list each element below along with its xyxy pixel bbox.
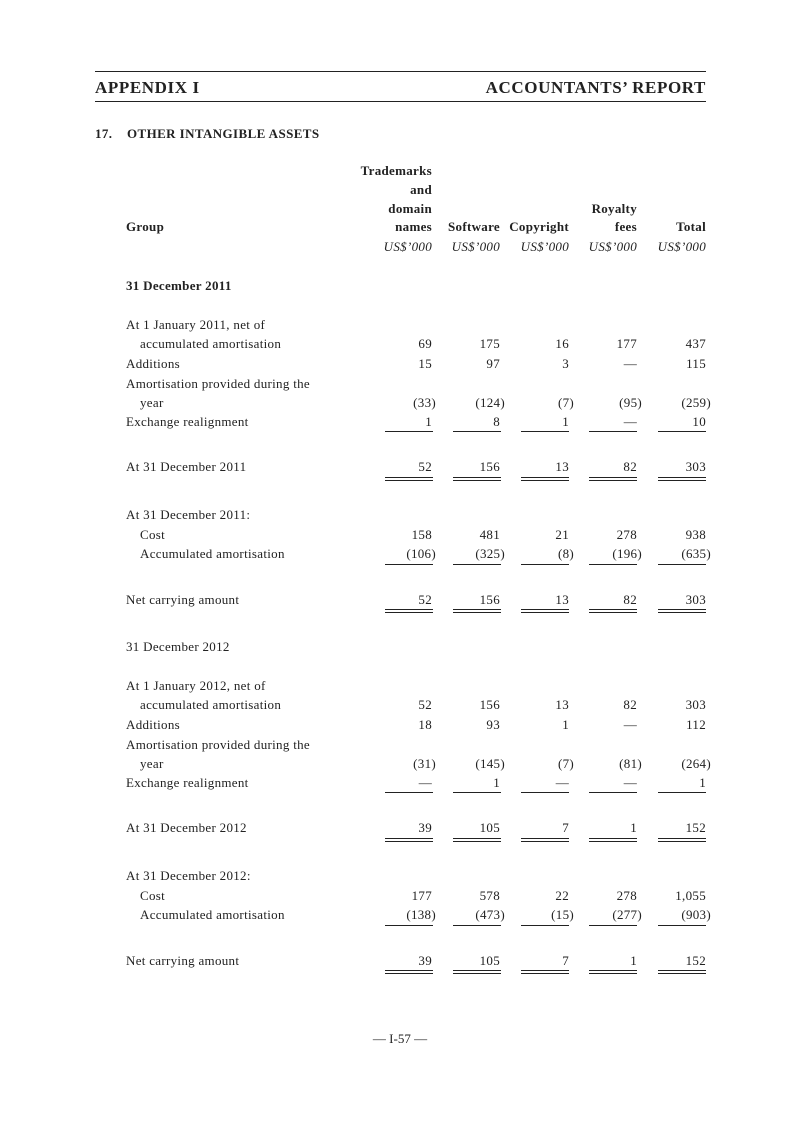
cell-value: (7) (557, 395, 574, 410)
subtotal-rule (658, 431, 706, 432)
cell-value: 303 (685, 459, 706, 474)
cell-value: — (623, 717, 637, 732)
cell-value: 82 (623, 592, 637, 607)
cell-value: 115 (686, 356, 706, 371)
total-double-rule (385, 838, 433, 842)
row-label: Accumulated amortisation (140, 546, 285, 561)
cell-value: (277) (612, 907, 642, 922)
cell-value: (473) (475, 907, 505, 922)
row-label: Cost (140, 527, 166, 542)
cell-value: 152 (685, 820, 706, 835)
cell-value: (903) (681, 907, 711, 922)
total-double-rule (385, 970, 433, 974)
row-label: Net carrying amount (126, 592, 240, 607)
cell-value: 52 (418, 459, 432, 474)
at-date-label: At 31 December 2012: (126, 868, 251, 883)
cell-value: 16 (555, 336, 569, 351)
subtotal-rule (385, 792, 433, 793)
subtotal-rule (658, 925, 706, 926)
cell-value: (31) (413, 756, 436, 771)
row-label: Exchange realignment (126, 775, 249, 790)
cell-value: (7) (557, 756, 574, 771)
cell-value: (259) (681, 395, 711, 410)
row-label: At 31 December 2011 (126, 459, 247, 474)
row-label: accumulated amortisation (140, 697, 282, 712)
cell-value: — (418, 775, 432, 790)
row-label: Cost (140, 888, 166, 903)
row-label: year (140, 756, 164, 771)
cell-value: 39 (418, 820, 432, 835)
cell-value: (264) (681, 756, 711, 771)
cell-value: 52 (418, 697, 432, 712)
cell-value: 156 (479, 592, 500, 607)
cell-value: — (623, 356, 637, 371)
subtotal-rule (453, 431, 501, 432)
cell-value: 1 (493, 775, 500, 790)
cell-value: 303 (685, 592, 706, 607)
unit-label: US$’000 (520, 239, 569, 254)
group-label: Group (126, 219, 165, 234)
total-double-rule (385, 477, 433, 481)
col-software: Software (448, 219, 500, 234)
total-double-rule (589, 970, 637, 974)
row-label: accumulated amortisation (140, 336, 282, 351)
unit-label: US$’000 (657, 239, 706, 254)
cell-value: 13 (555, 592, 569, 607)
cell-value: 15 (418, 356, 432, 371)
total-double-rule (589, 477, 637, 481)
cell-value: 3 (562, 356, 569, 371)
cell-value: (33) (413, 395, 436, 410)
cell-value: 97 (486, 356, 500, 371)
total-double-rule (453, 970, 501, 974)
cell-value: (8) (557, 546, 574, 561)
row-label: Net carrying amount (126, 953, 240, 968)
cell-value: 7 (562, 820, 569, 835)
total-double-rule (658, 970, 706, 974)
subtotal-rule (589, 925, 637, 926)
cell-value: 1 (630, 820, 637, 835)
cell-value: 938 (685, 527, 706, 542)
appendix-heading: APPENDIX I (95, 78, 200, 97)
row-label: Amortisation provided during the (126, 737, 310, 752)
subtotal-rule (658, 564, 706, 565)
subtotal-rule (385, 431, 433, 432)
unit-label: US$’000 (383, 239, 432, 254)
cell-value: 1 (630, 953, 637, 968)
row-label: Amortisation provided during the (126, 376, 310, 391)
total-double-rule (521, 477, 569, 481)
total-double-rule (453, 838, 501, 842)
cell-value: (138) (406, 907, 436, 922)
row-label: Additions (126, 717, 180, 732)
cell-value: 152 (685, 953, 706, 968)
total-double-rule (385, 609, 433, 613)
cell-value: 158 (411, 527, 432, 542)
cell-value: 1 (562, 414, 569, 429)
section-title (95, 126, 319, 142)
total-double-rule (658, 609, 706, 613)
subtotal-rule (385, 925, 433, 926)
header-bottom-rule (95, 101, 706, 102)
cell-value: (124) (475, 395, 505, 410)
total-double-rule (589, 609, 637, 613)
total-double-rule (589, 838, 637, 842)
row-label: Accumulated amortisation (140, 907, 285, 922)
cell-value: 52 (418, 592, 432, 607)
row-label: At 31 December 2012 (126, 820, 247, 835)
total-double-rule (521, 970, 569, 974)
cell-value: (325) (475, 546, 505, 561)
cell-value: 82 (623, 697, 637, 712)
cell-value: 278 (616, 888, 637, 903)
cell-value: — (623, 775, 637, 790)
subtotal-rule (658, 792, 706, 793)
subtotal-rule (521, 792, 569, 793)
cell-value: 177 (411, 888, 432, 903)
subtotal-rule (453, 792, 501, 793)
page-number: — I-57 — (372, 1031, 428, 1046)
report-heading: ACCOUNTANTS’ REPORT (485, 78, 706, 97)
col-royalty-line1: Royalty (591, 201, 637, 216)
cell-value: 303 (685, 697, 706, 712)
subtotal-rule (589, 564, 637, 565)
unit-label: US$’000 (451, 239, 500, 254)
cell-value: (635) (681, 546, 711, 561)
cell-value: 7 (562, 953, 569, 968)
cell-value: (81) (619, 756, 642, 771)
header-top-rule (95, 71, 706, 72)
row-label: At 1 January 2011, net of (126, 317, 266, 332)
cell-value: 175 (479, 336, 500, 351)
section-number: 17. (95, 126, 113, 141)
unit-label: US$’000 (588, 239, 637, 254)
col-copyright: Copyright (509, 219, 569, 234)
cell-value: 156 (479, 459, 500, 474)
cell-value: (196) (612, 546, 642, 561)
col-trademarks-line2: and (410, 182, 432, 197)
total-double-rule (453, 609, 501, 613)
section-title-text: OTHER INTANGIBLE ASSETS (127, 126, 320, 141)
period-title-2011: 31 December 2011 (126, 278, 232, 293)
col-royalty-line2: fees (614, 219, 637, 234)
row-label: At 1 January 2012, net of (126, 678, 266, 693)
subtotal-rule (521, 431, 569, 432)
cell-value: (95) (619, 395, 642, 410)
cell-value: 13 (555, 697, 569, 712)
cell-value: 10 (692, 414, 706, 429)
cell-value: 156 (479, 697, 500, 712)
cell-value: 1 (425, 414, 432, 429)
col-total: Total (676, 219, 706, 234)
cell-value: 1 (699, 775, 706, 790)
cell-value: 39 (418, 953, 432, 968)
cell-value: 437 (685, 336, 706, 351)
cell-value: 112 (686, 717, 706, 732)
cell-value: — (555, 775, 569, 790)
cell-value: 69 (418, 336, 432, 351)
total-double-rule (521, 609, 569, 613)
cell-value: (106) (406, 546, 436, 561)
subtotal-rule (589, 792, 637, 793)
cell-value: 105 (479, 953, 500, 968)
cell-value: 481 (479, 527, 500, 542)
total-double-rule (658, 838, 706, 842)
cell-value: 1,055 (675, 888, 706, 903)
cell-value: 21 (555, 527, 569, 542)
cell-value: 578 (479, 888, 500, 903)
subtotal-rule (589, 431, 637, 432)
cell-value: (15) (551, 907, 574, 922)
col-trademarks-line1: Trademarks (360, 163, 432, 178)
subtotal-rule (453, 925, 501, 926)
cell-value: 1 (562, 717, 569, 732)
total-double-rule (521, 838, 569, 842)
row-label: Exchange realignment (126, 414, 249, 429)
cell-value: 13 (555, 459, 569, 474)
row-label: Additions (126, 356, 180, 371)
cell-value: 105 (479, 820, 500, 835)
cell-value: 82 (623, 459, 637, 474)
subtotal-rule (385, 564, 433, 565)
cell-value: 93 (486, 717, 500, 732)
row-label: year (140, 395, 164, 410)
cell-value: — (623, 414, 637, 429)
subtotal-rule (521, 925, 569, 926)
cell-value: 18 (418, 717, 432, 732)
cell-value: 177 (616, 336, 637, 351)
subtotal-rule (453, 564, 501, 565)
cell-value: 22 (555, 888, 569, 903)
subtotal-rule (521, 564, 569, 565)
cell-value: (145) (475, 756, 505, 771)
total-double-rule (453, 477, 501, 481)
col-trademarks-line3: domain (388, 201, 432, 216)
col-trademarks-line4: names (395, 219, 432, 234)
cell-value: 278 (616, 527, 637, 542)
at-date-label: At 31 December 2011: (126, 507, 251, 522)
cell-value: 8 (493, 414, 500, 429)
total-double-rule (658, 477, 706, 481)
period-title-2012: 31 December 2012 (126, 639, 230, 654)
